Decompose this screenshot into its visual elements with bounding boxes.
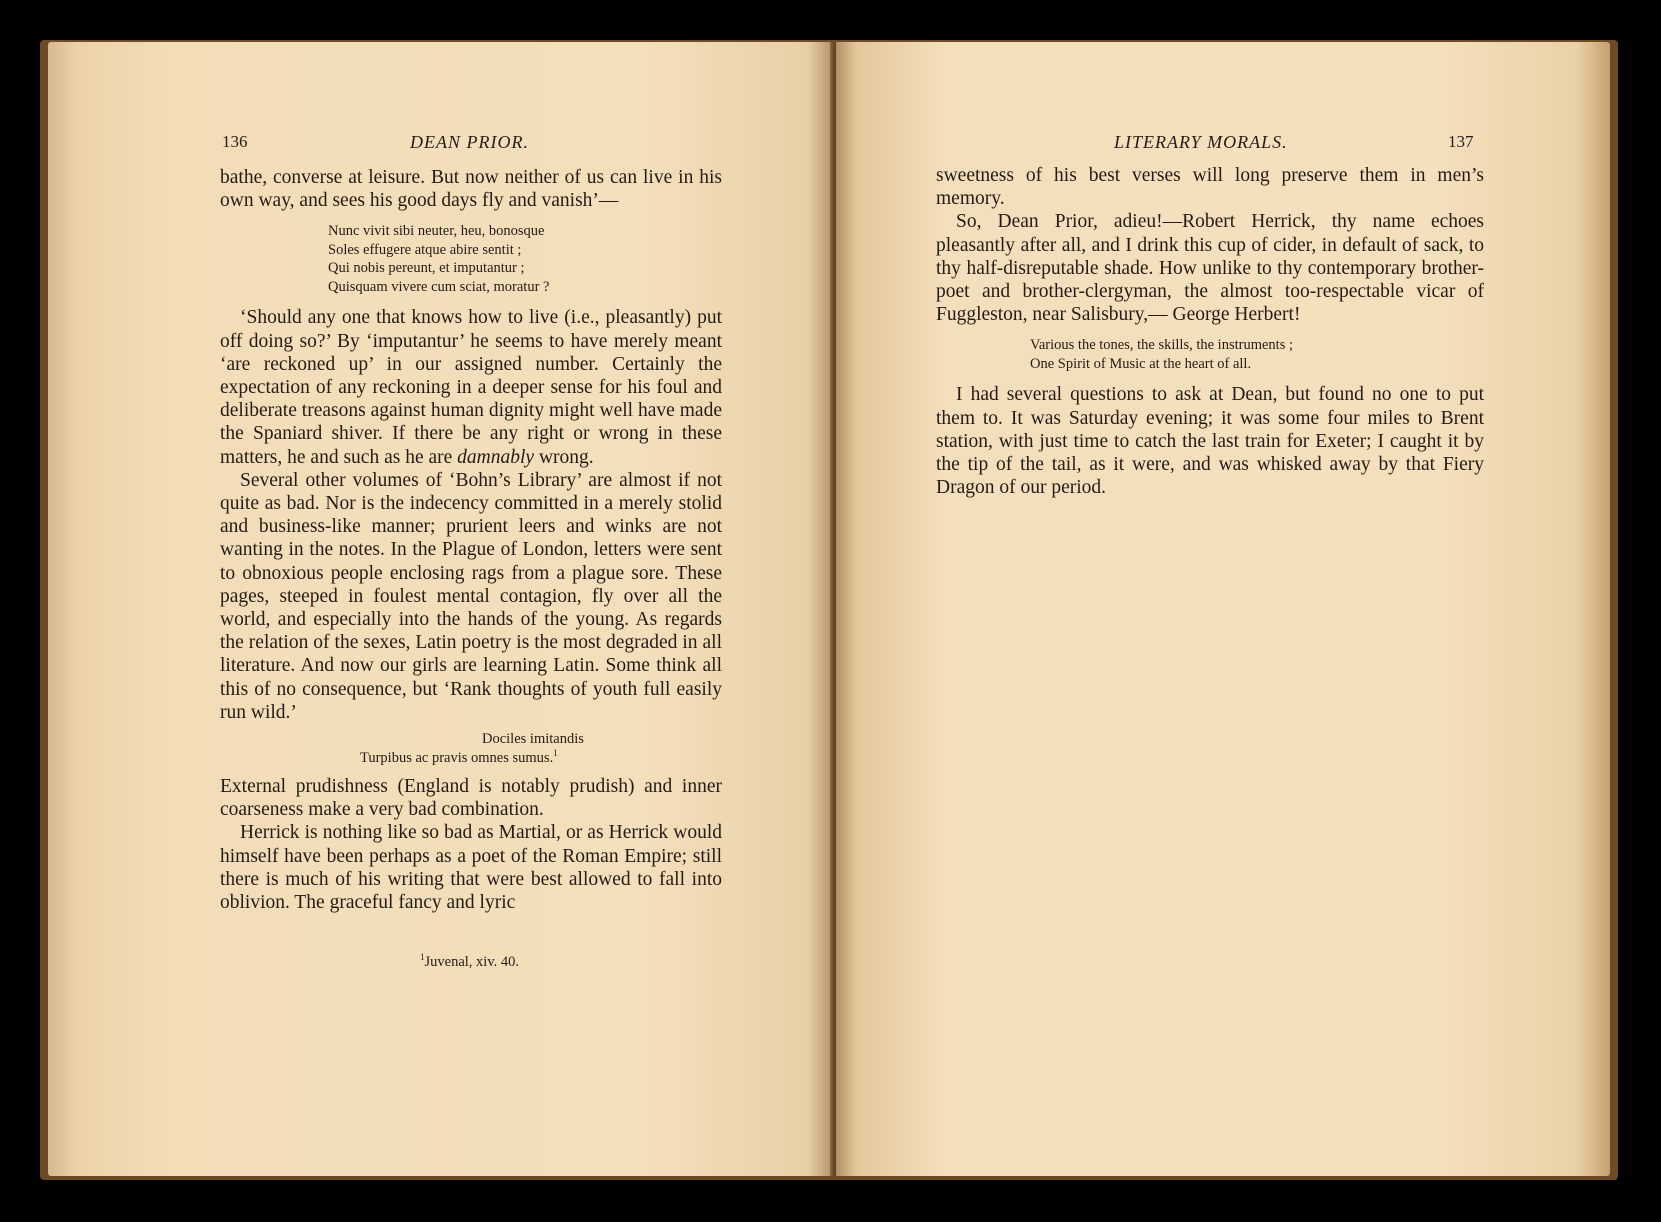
latin-quote — [220, 730, 722, 767]
paragraph: sweetness of his best verses will long preserve them in men’s memory. — [936, 165, 1484, 210]
page-number: 136 — [222, 132, 248, 151]
left-page-body — [220, 166, 722, 914]
verse-quote — [1030, 336, 1484, 373]
verse-line: Qui nobis pereunt, et imputantur ; — [328, 260, 525, 277]
footnote-marker: 1 — [420, 952, 425, 963]
verse-line: Soles effugere atque abire sentit ; — [328, 241, 522, 258]
latin-verse — [328, 222, 722, 296]
page-number: 137 — [1448, 132, 1474, 151]
verse-line: Various the tones, the skills, the instruments ; — [1030, 337, 1293, 354]
footnote-text: Juvenal, xiv. 40. — [424, 954, 520, 970]
paragraph — [220, 306, 722, 468]
running-head: DEAN PRIOR. — [410, 132, 529, 152]
paragraph-text: ‘Should any one that knows how to live (i.e., pleasantly) put off doing so?’ By ‘imputantur’ he seems to have merely meant ‘are reckoned up’ in our assigned number. Certainly the expectation of any reckoning in a deeper sense for his foul and deliberate treasons against human dignity might well have made the Spaniard shiver. If there be any right or wrong in these matters, he and such as he are — [220, 307, 722, 468]
italic-word: damnably — [457, 446, 535, 468]
right-page — [836, 42, 1610, 1176]
running-head: LITERARY MORALS. — [1114, 132, 1288, 152]
right-page-body — [936, 164, 1484, 499]
open-book — [40, 40, 1618, 1180]
paragraph: External prudishness (England is notably prudish) and inner coarseness make a very bad combination. — [220, 776, 722, 821]
verse-line: Dociles imitandis — [482, 731, 584, 748]
verse-line — [220, 749, 722, 768]
footnote-marker: 1 — [553, 747, 558, 758]
paragraph: So, Dean Prior, adieu!—Robert Herrick, thy name echoes pleasantly after all, and I drink this cup of cider, in default of sack, to thy half-disreputable shade. How unlike to thy contemporary brother-poet and brother-clergyman, the almost too-respectable vicar of Fuggleston, near Salisbury,— George Herbert! — [936, 211, 1484, 326]
paragraph: bathe, converse at leisure. But now neither of us can live in his own way, and sees his good days fly and vanish’— — [220, 167, 722, 212]
paragraph: I had several questions to ask at Dean, but found no one to put them to. It was Saturday evening; it was some four miles to Brent station, with just time to catch the last train for Exeter; I caught it by the tip of the tail, as it were, and was whisked away by that Fiery Dragon of our period. — [936, 384, 1484, 499]
verse-text: Turpibus ac pravis omnes sumus. — [360, 749, 554, 766]
footnote — [420, 954, 519, 971]
paragraph: Herrick is nothing like so bad as Martial, or as Herrick would himself have been perhaps as a poet of the Roman Empire; still there is much of his writing that were best allowed to fall into oblivion. The graceful fancy and lyric — [220, 822, 722, 914]
paragraph-text: wrong. — [538, 446, 594, 468]
verse-line: Nunc vivit sibi neuter, heu, bonosque — [328, 223, 545, 240]
verse-line: One Spirit of Music at the heart of all. — [1030, 355, 1252, 372]
left-page — [48, 42, 832, 1176]
paragraph: Several other volumes of ‘Bohn’s Library’ are almost if not quite as bad. Nor is the indecency committed in a merely stolid and business-like manner; prurient leers and winks are not wanting in the notes. In the Plague of London, letters were sent to obnoxious people enclosing rags from a plague sore. These pages, steeped in foulest mental contagion, fly over all the world, and especially into the hands of the young. As regards the relation of the sexes, Latin poetry is the most degraded in all literature. And now our girls are learning Latin. Some think all this of no consequence, but ‘Rank thoughts of youth full easily run wild.’ — [220, 469, 722, 723]
verse-line: Quisquam vivere cum sciat, moratur ? — [328, 278, 550, 295]
